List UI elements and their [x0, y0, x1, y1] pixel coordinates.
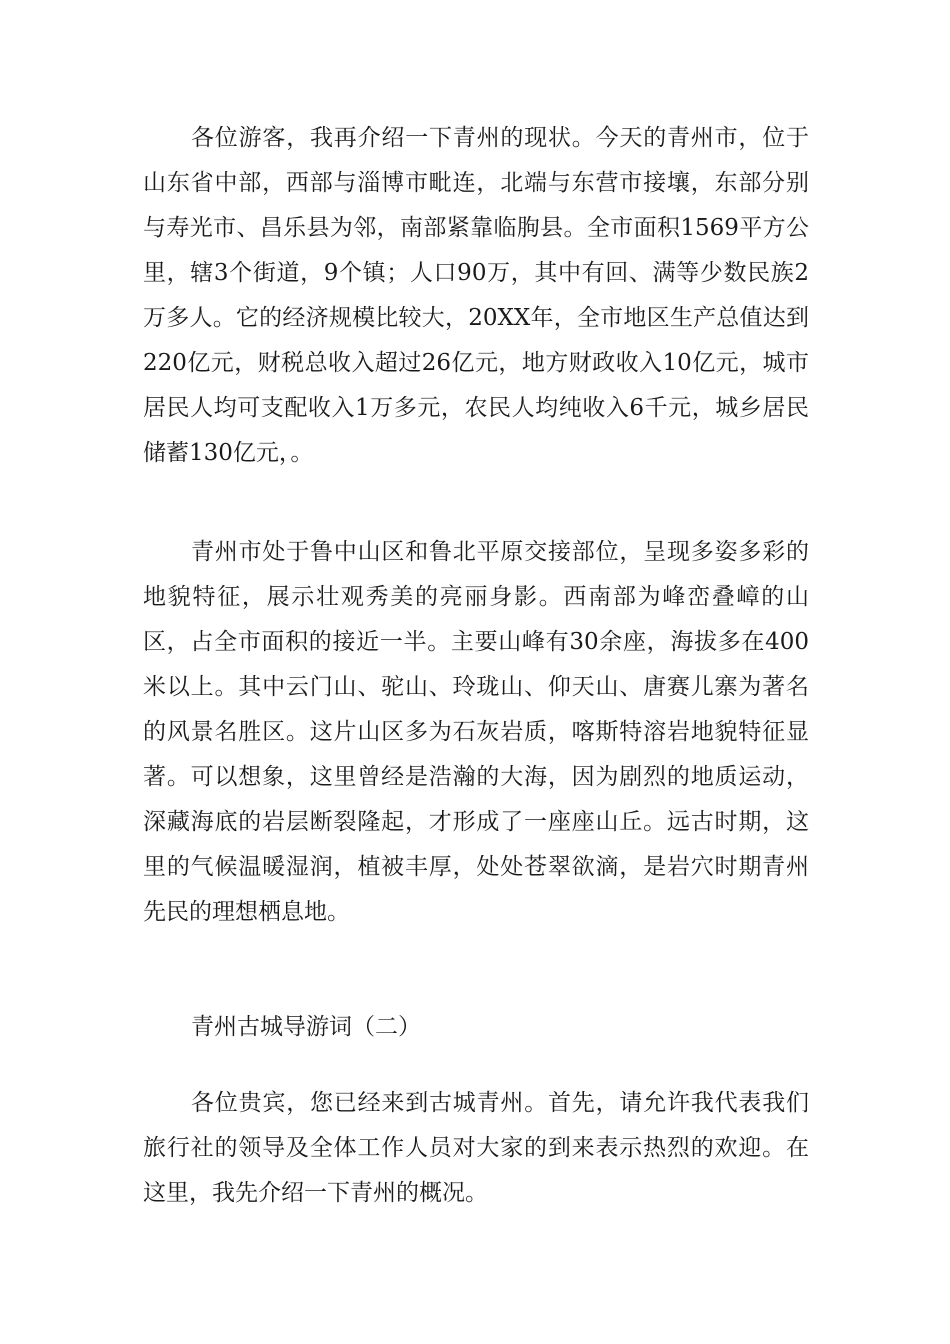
body-paragraph-current-status: 各位游客，我再介绍一下青州的现状。今天的青州市，位于山东省中部，西部与淄博市毗连，北端与东营市接壤，东部分别与寿光市、昌乐县为邻，南部紧靠临朐县。全市面积1569平方公里，辖3个街道，9个镇；人口90万，其中有回、满等少数民族2万多人。它的经济规模比较大，20XX年，全市地区生产总值达到220亿元，财税总收入超过26亿元，地方财政收入10亿元，城市居民人均可支配收入1万多元，农民人均纯收入6千元，城乡居民储蓄130亿元，。: [143, 125, 809, 466]
body-paragraph-welcome: 各位贵宾，您已经来到古城青州。首先，请允许我代表我们旅行社的领导及全体工作人员对大家的到来表示热烈的欢迎。在这里，我先介绍一下青州的概况。: [143, 1090, 809, 1206]
body-paragraph-geography: 青州市处于鲁中山区和鲁北平原交接部位，呈现多姿多彩的地貌特征，展示壮观秀美的亮丽身影。西南部为峰峦叠嶂的山区，占全市面积的接近一半。主要山峰有30余座，海拔多在400米以上。其中云门山、驼山、玲珑山、仰天山、唐赛儿寨为著名的风景名胜区。这片山区多为石灰岩质，喀斯特溶岩地貌特征显著。可以想象，这里曾经是浩瀚的大海，因为剧烈的地质运动，深藏海底的岩层断裂隆起，才形成了一座座山丘。远古时期，这里的气候温暖湿润，植被丰厚，处处苍翠欲滴，是岩穴时期青州先民的理想栖息地。: [143, 539, 809, 925]
section-heading: 青州古城导游词（二）: [191, 1014, 421, 1040]
